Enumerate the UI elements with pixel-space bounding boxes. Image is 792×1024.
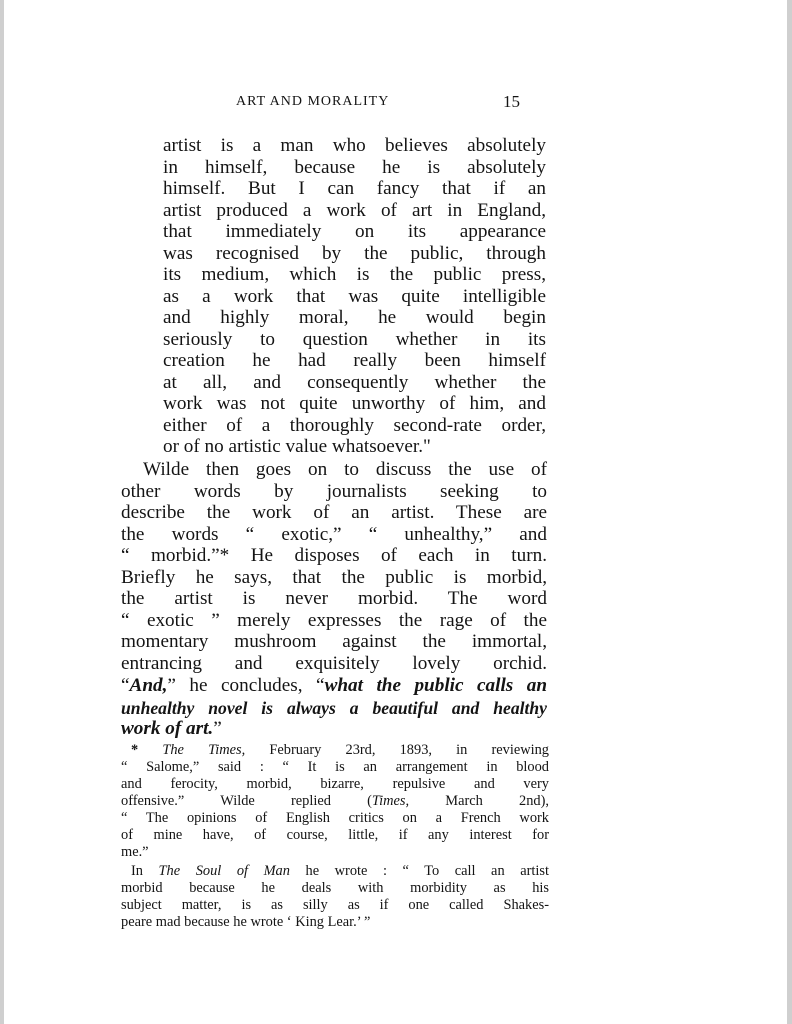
paragraph-line: Wilde then goes on to discuss the use of [143,459,547,480]
paragraph-line: the artist is never morbid. The word [121,588,547,609]
page-edge-right [787,0,792,1024]
footnote-line: subject matter, is as silly as if one called Shakes- [121,897,549,913]
footnote-line [131,742,549,759]
quote-line: artist produced a work of art in England, [163,200,546,221]
paragraph-line: Briefly he says, that the public is morbid, [121,567,547,588]
paragraph-line: describe the work of an artist. These are [121,502,547,523]
paragraph-line: entrancing and exquisitely lovely orchid. [121,653,547,674]
footnote-line: and ferocity, morbid, bizarre, repulsive and very [121,776,549,792]
footnote-source: The Times, [162,742,246,758]
quote-line: and highly moral, he would begin [163,307,546,328]
quote-line: as a work that was quite intelligible [163,286,546,307]
footnote-source: Times, [371,793,410,809]
conclusion-line [121,718,547,740]
quoted-italic: work of art. [121,718,214,739]
footnote-line: “ Salome,” said : “ It is an arrangement in blood [121,759,549,775]
quote-line: in himself, because he is absolutely [163,157,546,178]
quote-line: work was not quite unworthy of him, and [163,393,546,414]
quote-line: that immediately on its appearance [163,221,546,242]
footnote-line [121,793,549,810]
footnote-line: me.” [121,844,149,860]
quote-line: creation he had really been himself [163,350,546,371]
page-edge-left [0,0,4,1024]
italic-and: And, [129,675,168,696]
conclusion-line [121,675,547,697]
paragraph-line: the words “ exotic,” “ unhealthy,” and [121,524,547,545]
footnote-text: offensive.” Wilde replied ( [121,793,372,809]
conclusion-text: ” he concludes, “ [167,675,325,696]
conclusion-line [121,697,547,719]
quote-line: artist is a man who believes absolutely [163,135,546,156]
quote-line: was recognised by the public, through [163,243,546,264]
footnote-book-title: The Soul of Man [158,863,290,879]
quote-line: either of a thoroughly second-rate order, [163,415,546,436]
footnote-marker: * [131,742,163,758]
quote-line: its medium, which is the public press, [163,264,546,285]
paragraph-line: “ morbid.”* He disposes of each in turn. [121,545,547,566]
quoted-italic: unhealthy novel is always a beautiful and healthy [121,698,547,718]
quote-line: himself. But I can fancy that if an [163,178,546,199]
open-quote: “ [121,675,130,696]
footnote-text: he wrote : “ To call an artist [289,863,549,879]
quote-line: seriously to question whether in its [163,329,546,350]
quote-line: or of no artistic value whatsoever." [163,436,431,457]
page-number: 15 [503,92,520,111]
footnote-text: In [131,863,159,879]
paragraph-line: “ exotic ” merely expresses the rage of the [121,610,547,631]
footnote-line [131,863,549,880]
paragraph-line: momentary mushroom against the immortal, [121,631,547,652]
close-quote: ” [213,718,222,739]
footnote-line: “ The opinions of English critics on a French work [121,810,549,826]
footnote-line: peare mad because he wrote ‘ King Lear.’ ” [121,914,371,930]
quote-line: at all, and consequently whether the [163,372,546,393]
footnote-line: morbid because he deals with morbidity as his [121,880,549,896]
footnote-text: March 2nd), [409,793,549,809]
quoted-italic: what the public calls an [324,675,547,696]
paragraph-line: other words by journalists seeking to [121,481,547,502]
running-title: ART AND MORALITY [236,94,390,109]
footnote-text: February 23rd, 1893, in reviewing [245,742,550,758]
footnote-line: of mine have, of course, little, if any interest for [121,827,549,843]
